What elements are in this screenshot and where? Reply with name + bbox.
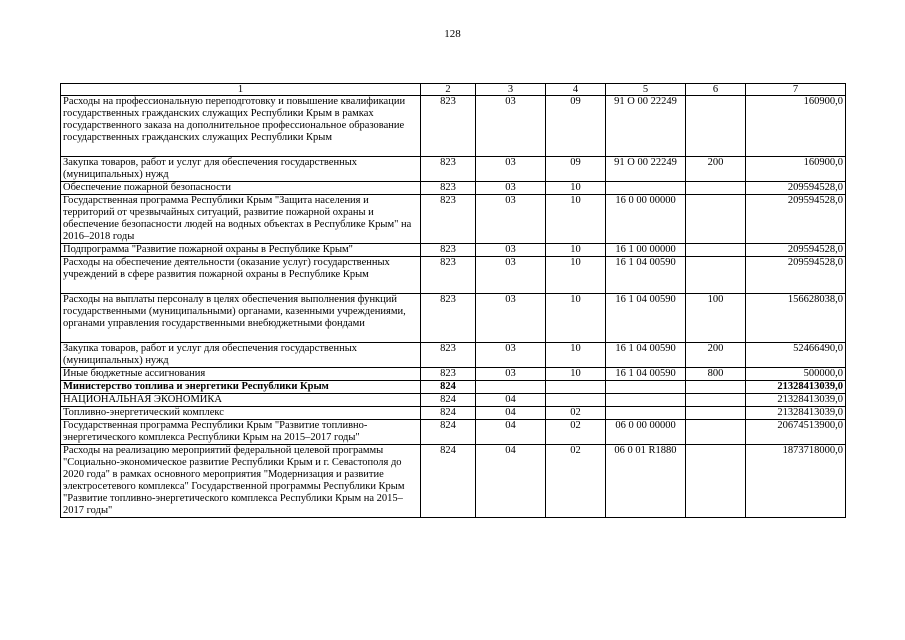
table-row (61, 294, 846, 343)
col-header-target: 5 (606, 84, 686, 96)
header-row (61, 84, 846, 96)
row-target: 16 1 04 00590 (606, 257, 686, 294)
row-code: 823 (421, 195, 476, 244)
row-code: 823 (421, 182, 476, 195)
row-subsection: 10 (546, 257, 606, 294)
col-header-type: 6 (686, 84, 746, 96)
row-amount: 160900,0 (746, 96, 846, 157)
row-subsection (546, 381, 606, 394)
row-subsection: 10 (546, 343, 606, 368)
row-type (686, 381, 746, 394)
row-type: 800 (686, 368, 746, 381)
row-amount: 21328413039,0 (746, 407, 846, 420)
row-amount: 52466490,0 (746, 343, 846, 368)
row-subsection: 02 (546, 407, 606, 420)
table-row (61, 445, 846, 518)
row-section: 03 (476, 294, 546, 343)
row-code: 823 (421, 343, 476, 368)
row-type: 200 (686, 157, 746, 182)
row-section: 03 (476, 257, 546, 294)
col-header-name: 1 (61, 84, 421, 96)
row-target: 16 1 04 00590 (606, 343, 686, 368)
budget-table (60, 83, 846, 518)
row-type (686, 182, 746, 195)
row-name: Расходы на реализацию мероприятий федеральной целевой программы "Социально-экономическое развитие Республики Крым и г. Севастополя до 2020 года" в рамках основного мероприятия "Модернизация и развитие электросетевого комплекса" Государственной программы Республики Крым "Развитие топливно-энергетического комплекса Республики Крым на 2015–2017 годы" (61, 445, 421, 518)
row-code: 823 (421, 244, 476, 257)
row-amount: 21328413039,0 (746, 394, 846, 407)
row-type (686, 407, 746, 420)
row-section: 03 (476, 182, 546, 195)
row-code: 823 (421, 96, 476, 157)
row-section: 03 (476, 343, 546, 368)
row-section (476, 381, 546, 394)
table-row (61, 244, 846, 257)
row-target: 16 1 04 00590 (606, 368, 686, 381)
row-section: 04 (476, 407, 546, 420)
row-target (606, 381, 686, 394)
row-type (686, 195, 746, 244)
row-type (686, 394, 746, 407)
row-name: Иные бюджетные ассигнования (61, 368, 421, 381)
row-target (606, 394, 686, 407)
row-subsection: 02 (546, 445, 606, 518)
col-header-amount: 7 (746, 84, 846, 96)
table-row (61, 381, 846, 394)
row-target: 16 1 00 00000 (606, 244, 686, 257)
row-name: Расходы на обеспечение деятельности (оказание услуг) государственных учреждений в сфере развития пожарной охраны в Республике Крым (61, 257, 421, 294)
table-row (61, 157, 846, 182)
row-target: 91 О 00 22249 (606, 96, 686, 157)
col-header-code: 2 (421, 84, 476, 96)
row-target: 91 О 00 22249 (606, 157, 686, 182)
row-code: 823 (421, 368, 476, 381)
row-code: 824 (421, 420, 476, 445)
table-row (61, 420, 846, 445)
row-amount: 21328413039,0 (746, 381, 846, 394)
row-section: 03 (476, 157, 546, 182)
row-target (606, 182, 686, 195)
row-code: 823 (421, 294, 476, 343)
table-row (61, 195, 846, 244)
row-code: 823 (421, 257, 476, 294)
table-row (61, 257, 846, 294)
table-row (61, 96, 846, 157)
row-target: 06 0 00 00000 (606, 420, 686, 445)
row-amount: 1873718000,0 (746, 445, 846, 518)
row-section: 04 (476, 420, 546, 445)
row-type (686, 244, 746, 257)
row-type (686, 257, 746, 294)
row-target: 16 1 04 00590 (606, 294, 686, 343)
row-type (686, 96, 746, 157)
row-name: Обеспечение пожарной безопасности (61, 182, 421, 195)
row-name: Подпрограмма "Развитие пожарной охраны в Республике Крым" (61, 244, 421, 257)
row-code: 824 (421, 445, 476, 518)
row-name: Государственная программа Республики Крым "Развитие топливно-энергетического комплекса Республики Крым на 2015–2017 годы" (61, 420, 421, 445)
table-row (61, 368, 846, 381)
row-type: 100 (686, 294, 746, 343)
row-amount: 209594528,0 (746, 244, 846, 257)
table-row (61, 394, 846, 407)
table-body (61, 96, 846, 518)
row-type (686, 445, 746, 518)
row-code: 824 (421, 407, 476, 420)
row-section: 03 (476, 244, 546, 257)
row-target (606, 407, 686, 420)
table-row (61, 343, 846, 368)
row-amount: 156628038,0 (746, 294, 846, 343)
row-amount: 209594528,0 (746, 182, 846, 195)
row-subsection (546, 394, 606, 407)
row-name: Расходы на выплаты персоналу в целях обеспечения выполнения функций государственными (муниципальными) органами, казенными учреждениями, органами управления государственными внебюджетными фондами (61, 294, 421, 343)
table-row (61, 407, 846, 420)
row-type (686, 420, 746, 445)
row-subsection: 10 (546, 294, 606, 343)
row-amount: 209594528,0 (746, 257, 846, 294)
row-code: 823 (421, 157, 476, 182)
row-name: Государственная программа Республики Крым "Защита населения и территорий от чрезвычайных ситуаций, развитие пожарной охраны и обеспечение безопасности людей на водных объектах в Республике Крым" на 2016–2018 годы (61, 195, 421, 244)
row-subsection: 10 (546, 182, 606, 195)
row-subsection: 09 (546, 96, 606, 157)
table-row (61, 182, 846, 195)
row-target: 06 0 01 R1880 (606, 445, 686, 518)
row-section: 04 (476, 445, 546, 518)
row-name: Министерство топлива и энергетики Республики Крым (61, 381, 421, 394)
row-target: 16 0 00 00000 (606, 195, 686, 244)
row-name: Топливно-энергетический комплекс (61, 407, 421, 420)
row-amount: 20674513900,0 (746, 420, 846, 445)
row-section: 03 (476, 195, 546, 244)
row-code: 824 (421, 381, 476, 394)
row-section: 04 (476, 394, 546, 407)
row-amount: 500000,0 (746, 368, 846, 381)
row-name: Закупка товаров, работ и услуг для обеспечения государственных (муниципальных) нужд (61, 157, 421, 182)
row-subsection: 10 (546, 368, 606, 381)
row-amount: 209594528,0 (746, 195, 846, 244)
row-section: 03 (476, 368, 546, 381)
row-name: Расходы на профессиональную переподготовку и повышение квалификации государственных гражданских служащих Республики Крым в рамках государственного заказа на дополнительное профессиональное образование государственных гражданских служащих Республики Крым (61, 96, 421, 157)
row-subsection: 02 (546, 420, 606, 445)
row-subsection: 10 (546, 244, 606, 257)
row-section: 03 (476, 96, 546, 157)
col-header-subsection: 4 (546, 84, 606, 96)
row-type: 200 (686, 343, 746, 368)
row-subsection: 09 (546, 157, 606, 182)
col-header-section: 3 (476, 84, 546, 96)
row-name: НАЦИОНАЛЬНАЯ ЭКОНОМИКА (61, 394, 421, 407)
page-number: 128 (444, 28, 461, 40)
row-code: 824 (421, 394, 476, 407)
row-subsection: 10 (546, 195, 606, 244)
row-amount: 160900,0 (746, 157, 846, 182)
row-name: Закупка товаров, работ и услуг для обеспечения государственных (муниципальных) нужд (61, 343, 421, 368)
